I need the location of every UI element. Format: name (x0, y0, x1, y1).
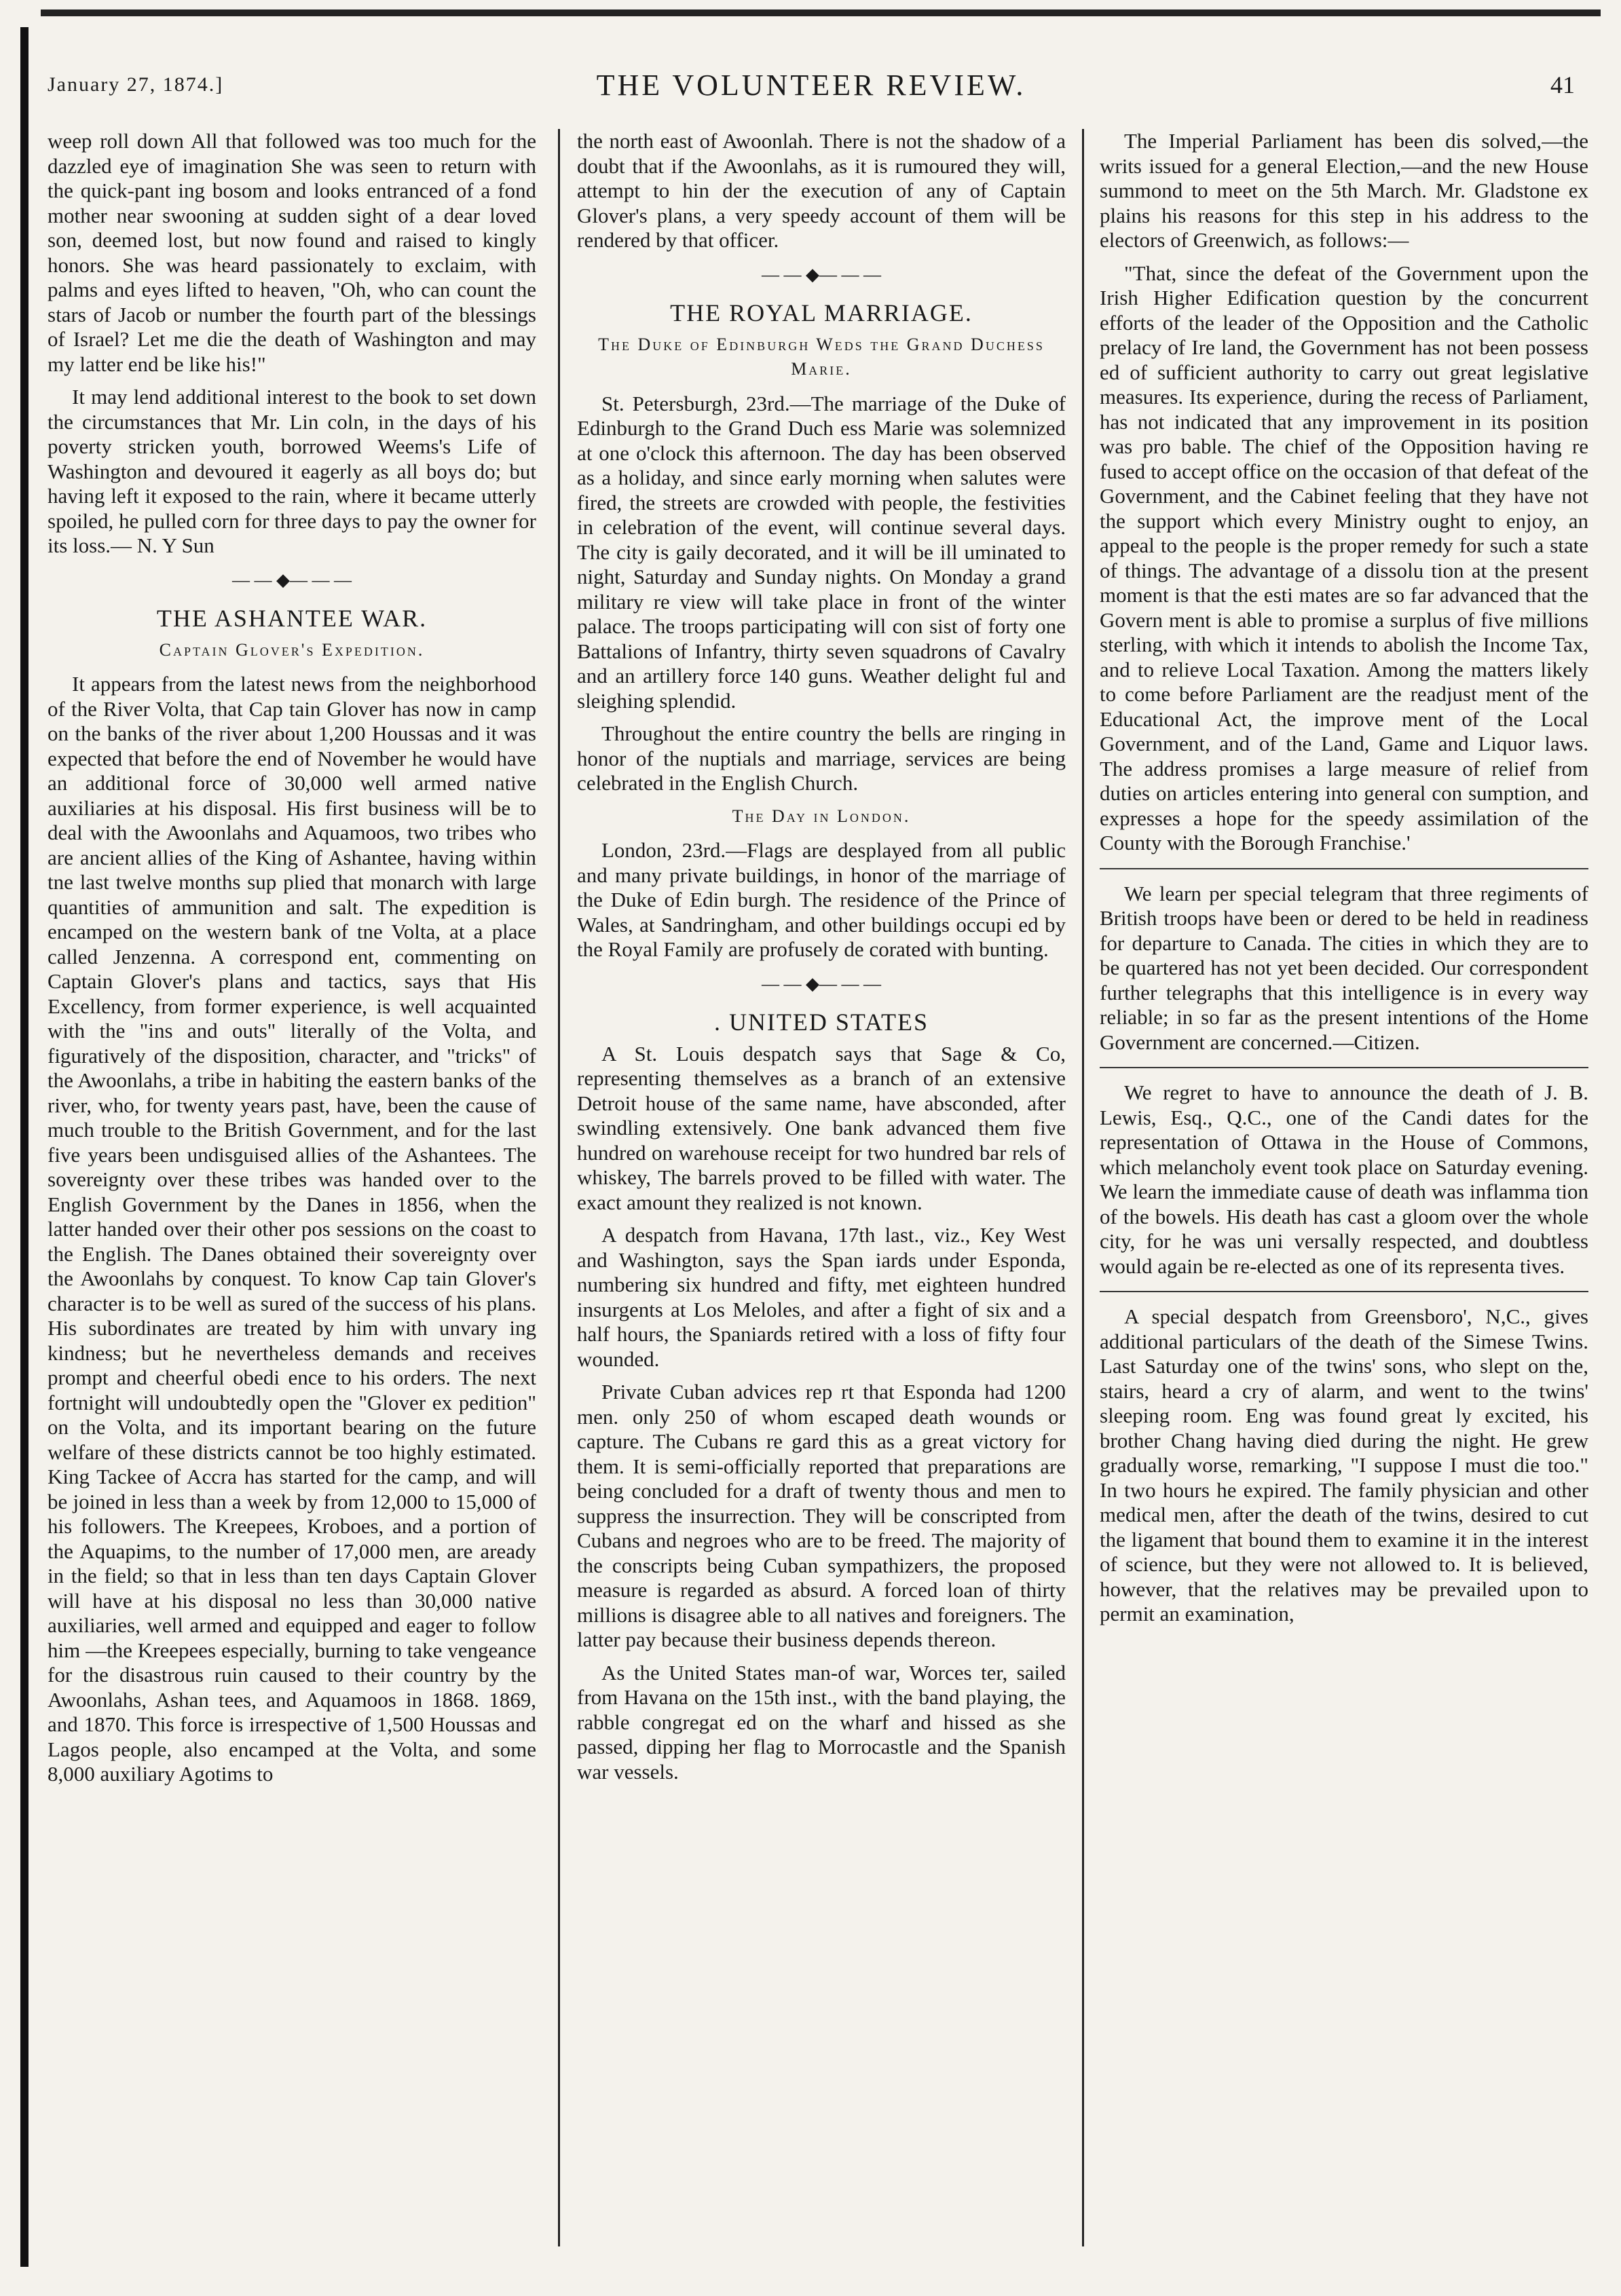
paragraph: the north east of Awoonlah. There is not the shadow of a doubt that if the Awoonlahs, as it is rumoured they will, attempt to hin der the execution of any of Captain Glover's plans, a very speedy account of them will be rendered by that officer. (577, 129, 1066, 252)
paragraph: It appears from the latest news from the neighborhood of the River Volta, that Cap tain Glover has now in camp on the banks of the river about 1,200 Houssas and it was expected that before the end of November he would have an additional force of 30,000 well armed native auxiliaries at his disposal. His first business will be to deal with the Awoonlahs and Aquamoos, two tribes who are ancient allies of the King of Ashantee, having within tne last twelve months sup plied that monarch with large quantities of ammunition and salt. The expedition is encamped on the western bank of tne Volta, at a place called Jenzenna. A correspond ent, commenting on Captain Glover's plans and tactics, says that His Excellency, from former experience, is well acquainted with the "ins and outs" literally of the Volta, and figuratively of the disposition, character, and "tricks" of the Awoonlahs, a tribe in habiting the eastern banks of the river, who, for twenty years past, have, been the cause of much trouble to the British Government, and for the last five years been undisguised allies of the Ashantees. The sovereignty over these tribes was handed over to the English Government by the Danes in 1856, when the latter handed over their other pos sessions on the coast to the English. The Danes obtained their sovereignty over the Awoonlahs by conquest. To know Cap tain Glover's character is to be well as sured of the success of his plans. His subordinates are treated by him with unvary ing kindness; but he nevertheless demands and receives prompt and cheerful obedi ence to his orders. The next fortnight will undoubtedly open the "Glover ex pedition" on the Volta, and its important bearing on the future welfare of these districts cannot be too highly estimated. King Tackee of Accra has started for the camp, and will be joined in less than a week by from 12,000 to 15,000 of his followers. The Kreepees, Kroboes, and a portion of the Aquapims, to the number of 17,000 men, are aready in the field; so that in less than ten days Captain Glover will have at his disposal no less than 30,000 native auxiliaries, well armed and equipped and eager to follow him —the Kreepees especially, burning to take vengeance for the disastrous ruin caused to their country by the Awoonlahs, Ashan tees, and Aquamoos in 1868. 1869, and 1870. This force is irrespective of 1,500 Houssas and Lagos people, also encamped at the Volta, and some 8,000 auxiliary Agotims to (48, 672, 536, 1786)
paragraph: St. Petersburgh, 23rd.—The marriage of the Duke of Edinburgh to the Grand Duch ess Marie was solemnized at one o'clock this afternoon. The day has been observed as a holiday, and since early morning when salutes were fired, the streets are crowded with people, the festivities in celebration of the event, will continue several days. The city is gaily decorated, and it will be ill uminated to night, Saturday and Sunday nights. On Monday a grand military re view will take place in front of the winter palace. The troops participating will con sist of forty one Battalions of Infantry, thirty seven squadrons of Cavalry and an artillery force 140 guns. Weather delight ful and sleighing splendid. (577, 391, 1066, 713)
paragraph: A St. Louis despatch says that Sage & Co, representing themselves as a branch of an extensive Detroit house of the same name, have absconded, after swindling extensively. One bank advanced them five hundred on warehouse receipt for two hundred bar rels of whiskey, The barrels proved to be filled with water. The exact amount they realized is not known. (577, 1041, 1066, 1214)
divider (1100, 868, 1588, 869)
paragraph: We learn per special telegram that three regiments of British troops have been or dered to be held in readiness for departure to Canada. The cities in which they are to be quartered has not yet been decided. Our correspondent further telegraphs that this intelligence is in every way reliable; in so far as the present intentions of the Home Government are concerned.—Citizen. (1100, 881, 1588, 1054)
paragraph: It may lend additional interest to the book to set down the circumstances that Mr. Lin coln, in the days of his poverty stricken youth, borrowed Weems's Life of Washington and devoured it eagerly as all boys do; but having left it exposed to the rain, where it became utterly spoiled, he pulled corn for three days to pay the owner for its loss.— N. Y Sun (48, 385, 536, 557)
section-heading: . UNITED STATES (713, 1009, 929, 1036)
section-subheading: Captain Glover's Expedition. (159, 639, 425, 660)
page-header (48, 68, 1575, 109)
top-rule (41, 10, 1601, 16)
paragraph: weep roll down All that followed was too much for the dazzled eye of imagination She was seen to return with the quick-pant ing bosom and looks entranced of a fond mother near swooning at sudden sight of a dear loved son, deemed lost, but now found and raised to kingly honors. She was heard passionately to exclaim, with palms and eyes lifted to heaven, "Oh, who can count the stars of Jacob or number the fourth part of the blessings of Israel? Let me die the death of Washington and may my latter end be like his!" (48, 129, 536, 376)
column-2 (577, 129, 1066, 2246)
paragraph: A special despatch from Greensboro', N,C., gives additional particulars of the death of the Simese Twins. Last Saturday one of the twins' sons, who slept on the, stairs, heard a cry of alarm, and went to the twins' sleeping room. Eng was found great ly excited, his brother Chang having died during the night. He grew gradually worse, remarking, "I suppose I must die too." In two hours he expired. The family physician and other medical men, after the death of the twins, desired to cut the ligament that bound them to examine it in the interest of science, but they were not allowed to. It is believed, however, that the relatives may be prevailed upon to permit an examination, (1100, 1304, 1588, 1625)
paragraph: A despatch from Havana, 17th last., viz., Key West and Washington, says the Span iards under Esponda, numbering six hundred and fifty, met eighteen hundred insurgents at Los Meloles, and after a fight of six and a half hours, the Spaniards retired with a loss of fifty four wounded. (577, 1223, 1066, 1371)
column-1 (48, 129, 536, 2246)
section-subheading: The Duke of Edinburgh Weds the Grand Duchess Marie. (598, 334, 1045, 379)
column-3 (1100, 129, 1588, 2246)
section-subheading: The Day in London. (732, 806, 911, 826)
section-heading: THE ASHANTEE WAR. (156, 605, 428, 632)
section-heading: THE ROYAL MARRIAGE. (670, 299, 973, 326)
issue-date: January 27, 1874.] (48, 73, 224, 96)
column-rule-1 (558, 129, 560, 2246)
binding-edge (20, 27, 29, 2267)
divider (1100, 1067, 1588, 1068)
paragraph: Throughout the entire country the bells are ringing in honor of the nuptials and marriage, services are being celebrated in the English Church. (577, 721, 1066, 795)
paragraph: We regret to have to announce the death of J. B. Lewis, Esq., Q.C., one of the Candi dates for the representation of Ottawa in the House of Commons, which melancholy event took place on Saturday evening. We learn the immediate cause of death was inflamma tion of the bowels. His death has cast a gloom over the whole city, for he was uni versally respected, and doubtless would again be re-elected as one of its representa tives. (1100, 1080, 1588, 1278)
publication-title: THE VOLUNTEER REVIEW. (596, 69, 1026, 102)
paragraph: As the United States man-of war, Worces ter, sailed from Havana on the 15th inst., with the band playing, the rabble congregat ed on the wharf and hissed as she passed, dipping her flag to Morrocastle and the Spanish war vessels. (577, 1660, 1066, 1784)
paragraph: London, 23rd.—Flags are desplayed from all public and many private buildings, in honor of the marriage of the Duke of Edin burgh. The residence of the Prince of Wales, at Sandringham, and other buildings occupi ed by the Royal Family are profusely de corated with bunting. (577, 838, 1066, 961)
paragraph: "That, since the defeat of the Government upon the Irish Higher Edification question by the concurrent efforts of the leader of the Opposition and the Catholic prelacy of Ire land, the Government has not been possess ed of sufficient authority to carry out great legislative measures. Its experience, during the recess of Parliament, has not indicated that any improvement in its position was pro bable. The chief of the Opposition having re fused to accept office on the occasion of that defeat of the Government, and the Cabinet feeling that they have not the support which every Ministry ought to enjoy, an appeal to the people is the proper remedy for such a state of things. The advantage of a dissolu tion at the present moment is that the esti mates are so far advanced that the Govern ment is able to promise a surplus of five millions sterling, with which it intends to abolish the Income Tax, and to relieve Local Taxation. Among the matters likely to come before Parliament are the readjust ment of the Educational Act, the improve ment of the Local Government, and of the Land, Game and Liquor laws. The address promises a large measure of relief from duties on articles entering into general con sumption, and expresses a hope for the speedy assimilation of the County with the Borough Franchise.' (1100, 261, 1588, 854)
ornament-divider: — — ◆— — — (762, 973, 881, 994)
ornament-divider: — — ◆— — — (762, 264, 881, 284)
divider (1100, 1291, 1588, 1292)
paragraph: The Imperial Parliament has been dis solved,—the writs issued for a general Election,—and the new House summond to meet on the 5th March. Mr. Gladstone ex plains his reasons for this step in his address to the electors of Greenwich, as follows:— (1100, 129, 1588, 252)
ornament-divider: — — ◆— — — (232, 569, 352, 590)
column-rule-2 (1082, 129, 1084, 2246)
page-number: 41 (1550, 71, 1575, 98)
paragraph: Private Cuban advices rep rt that Esponda had 1200 men. only 250 of whom escaped death wounds or capture. The Cubans re gard this as a great victory for them. It is semi-officially reported that preparations are being concluded for a draft of twenty thous and men to suppress the insurrection. They will be conscripted from Cubans and negroes who are to be freed. The majority of the conscripts being Cuban sympathizers, the proposed measure is regarded as absurd. A forced loan of thirty millions is disagree able to all natives and foreigners. The latter pay because their business depends thereon. (577, 1380, 1066, 1651)
